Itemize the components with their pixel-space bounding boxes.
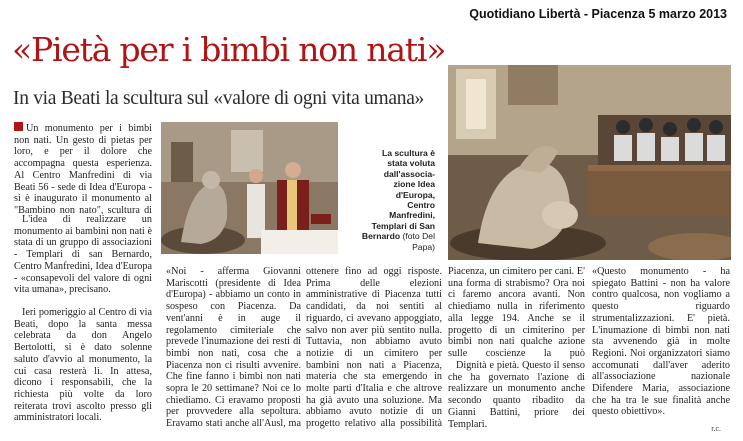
- paragraph: ottenere fino ad oggi risposte. Prima delle elezioni amministrative di Piacenza tutti candidati, da noi sentiti al riguardo, ci avevano appoggiato, salvo non aver più sentito nulla. Tuttavia, non abbiamo avuto notizie di un cimitero per bambini non nati a Piacenza, materia che sta emergendo in molte parti d'Italia e che altrove ha già avuto una soluzione. Ma abbiamo avuto notizie di un progetto relativo alla possibilità: [306, 266, 442, 430]
- article-column-1: [14, 122, 152, 423]
- paragraph: Piacenza, un cimitero per cani. E' una forma di strabismo? Ora noi ci faremo ancora avanti. Non chiediamo nulla in riferimento alla legge 194. Anche se il progetto di un cimiterino per bimbi non nati qualche azione sulle coscienze la può: [448, 266, 585, 359]
- caption-line: stata voluta: [387, 158, 435, 169]
- paragraph-lead: Un monumento per i bimbi non nati. Un gesto di pietas per loro, e per il dolore che accompagna questa esperienza. Al Centro Manfredini di via Beati 56 - sede di Idea d'Europa - si è inaugurato il monumento al "Bambino non nato", scultura di: [14, 123, 152, 214]
- article-column-2: [166, 266, 301, 430]
- caption-line: zione Idea: [393, 179, 435, 190]
- caption-line: Templari di San: [371, 220, 435, 231]
- newspaper-masthead: Quotidiano Libertà - Piacenza 5 marzo 2013: [469, 7, 727, 21]
- caption-line: dall'associa-: [383, 168, 435, 179]
- article-column-4: [448, 266, 585, 430]
- paragraph: Ieri pomeriggio al Centro di via Beati, dopo la santa messa celebrata da don Angelo Bertolotti, si è dato solenne saluto d'avvio al monumento, la cui casa resterà lì. In attesa, dicono i responsabili, che la richiesta più volte da loro reiterata trovi ascolto presso gli amministratori locali.: [14, 307, 152, 423]
- paragraph: Dignità e pietà. Questo il senso che ha governato l'azione di realizzare un monumento anche secondo quanto ribadito da Gianni Battini, priore dei Templari.: [448, 360, 585, 430]
- author-signature: r.c.: [711, 424, 721, 433]
- paragraph: L'idea di realizzare un monumento ai bambini non nati è stata di un gruppo di associazioni - Templari di san Bernardo, Centro Manfredini, Idea d'Europa - «consapevoli del valore di ogni vita umana», precisano.: [14, 214, 152, 296]
- sculpture-photo: [448, 65, 731, 260]
- caption-line: La scultura è: [381, 148, 435, 158]
- article-subheadline: In via Beati la scultura sul «valore di ogni vita umana»: [13, 88, 425, 109]
- caption-line: d'Europa,: [395, 189, 435, 200]
- article-column-3: [306, 266, 442, 430]
- caption-line: Bernardo: [361, 231, 401, 242]
- caption-line: Centro: [407, 200, 435, 211]
- ceremony-illustration: [161, 122, 338, 254]
- ceremony-photo: [161, 122, 338, 254]
- paragraph: «Questo monumento - ha spiegato Battini - non ha valore contro qualcosa, non vogliamo a questo riguardo strumentalizzazioni. E' pietà. L'inumazione di bimbi non nati sta avvenendo già in molte Regioni. Noi organizzatori siamo accomunati dall'aver aderito all'associazione nazionale Difendere Maria, associazione che ha tra le sue finalità anche questo obiettivo».: [592, 266, 730, 418]
- paragraph: «Noi - afferma Giovanni Mariscotti (presidente di Idea d'Europa) - abbiamo un conto in sospeso con Piacenza. Da vent'anni è in auge il regolamento cimiteriale che prevede l'inumazione dei resti di bimbi non nati, cosa che a Piacenza non ci risulti avvenire. Che fine fanno i bimbi non nati sopra le 20 settimane? Noi ce lo chiediamo. Ci eravamo proposti per provvedere alla sepoltura. Eravamo stati anche all'Ausl, ma: [166, 266, 301, 430]
- article-column-5: [592, 266, 730, 418]
- article-headline: «Pietà per i bimbi non nati»: [12, 30, 446, 69]
- lead-marker: [14, 122, 23, 131]
- photo-credit: (foto Del Papa): [402, 231, 435, 252]
- caption-line: Manfredini,: [389, 210, 435, 221]
- photo-caption: [338, 148, 435, 252]
- sculpture-illustration: [448, 65, 731, 260]
